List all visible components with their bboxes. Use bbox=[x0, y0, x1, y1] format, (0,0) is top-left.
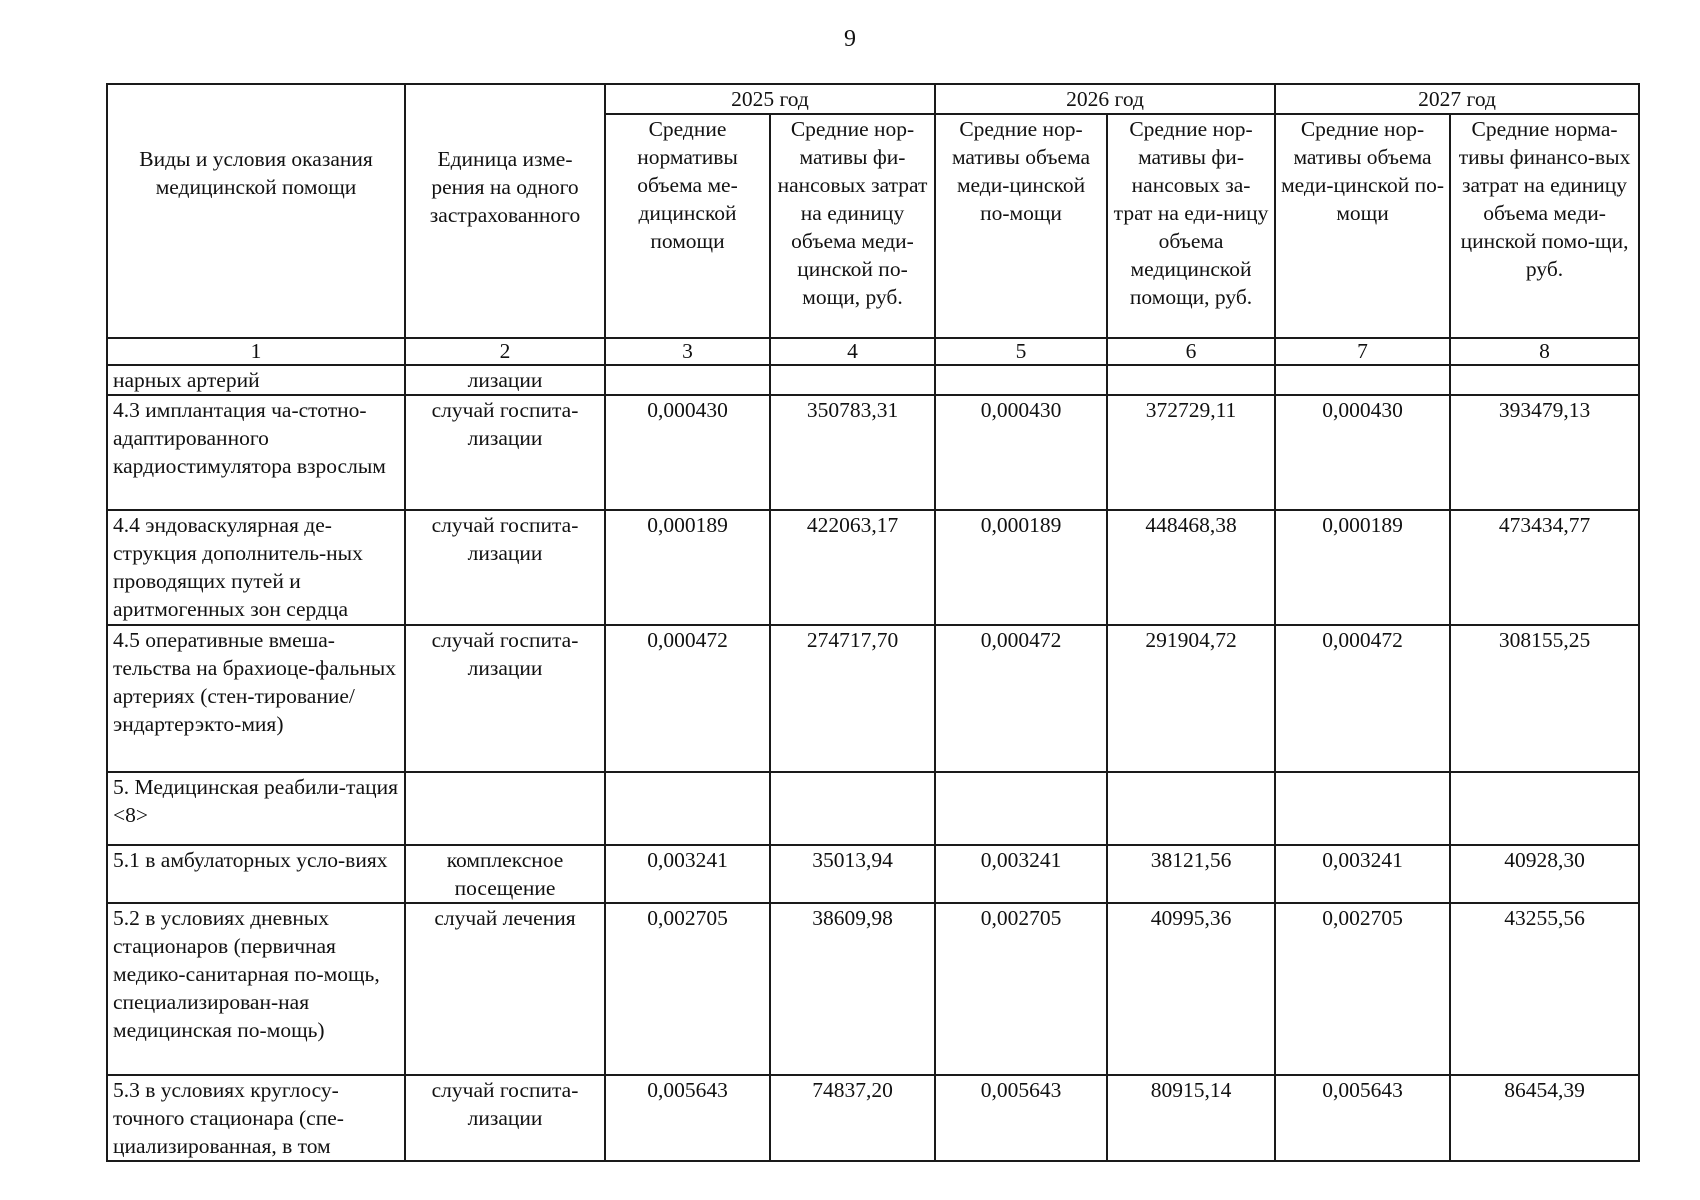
column-number: 3 bbox=[605, 338, 770, 365]
header-col-kind: Виды и условия оказания медицинской помощи bbox=[107, 84, 405, 338]
row-unit bbox=[405, 772, 605, 845]
cell-value bbox=[1107, 772, 1275, 845]
cell-value: 0,002705 bbox=[605, 903, 770, 1075]
row-name: 5.1 в амбулаторных усло-виях bbox=[107, 845, 405, 903]
norms-table bbox=[106, 83, 1640, 1162]
table-row bbox=[107, 772, 1639, 845]
cell-value: 86454,39 bbox=[1450, 1075, 1639, 1161]
row-unit: случай лечения bbox=[405, 903, 605, 1075]
row-unit: случай госпита-лизации bbox=[405, 625, 605, 772]
row-unit: комплексное посещение bbox=[405, 845, 605, 903]
header-sub-8: Средние норма-тивы финансо-вых затрат на единицу объема меди-цинской помо-щи, руб. bbox=[1450, 114, 1639, 338]
cell-value: 372729,11 bbox=[1107, 395, 1275, 510]
row-name: нарных артерий bbox=[107, 365, 405, 395]
cell-value: 473434,77 bbox=[1450, 510, 1639, 625]
cell-value: 0,000472 bbox=[605, 625, 770, 772]
header-year-2026: 2026 год bbox=[935, 84, 1275, 114]
row-unit: случай госпита-лизации bbox=[405, 1075, 605, 1161]
table-row bbox=[107, 1075, 1639, 1161]
cell-value: 0,005643 bbox=[935, 1075, 1107, 1161]
column-number: 4 bbox=[770, 338, 935, 365]
column-number: 6 bbox=[1107, 338, 1275, 365]
header-row-years bbox=[107, 84, 1639, 114]
cell-value: 0,003241 bbox=[1275, 845, 1450, 903]
row-name: 5.2 в условиях дневных стационаров (первичная медико-санитарная по-мощь, специализирован-ная медицинская по-мощь) bbox=[107, 903, 405, 1075]
cell-value bbox=[1450, 365, 1639, 395]
cell-value bbox=[605, 365, 770, 395]
cell-value: 0,000430 bbox=[605, 395, 770, 510]
row-name: 4.5 оперативные вмеша-тельства на брахиоце-фальных артериях (стен-тирование/эндартерэкто-мия) bbox=[107, 625, 405, 772]
cell-value: 0,000189 bbox=[935, 510, 1107, 625]
cell-value bbox=[935, 772, 1107, 845]
column-number: 1 bbox=[107, 338, 405, 365]
cell-value: 350783,31 bbox=[770, 395, 935, 510]
header-year-2025: 2025 год bbox=[605, 84, 935, 114]
header-sub-3: Средние нормативы объема ме-дицинской помощи bbox=[605, 114, 770, 338]
cell-value: 74837,20 bbox=[770, 1075, 935, 1161]
table-row bbox=[107, 395, 1639, 510]
cell-value bbox=[1275, 365, 1450, 395]
table-row bbox=[107, 625, 1639, 772]
cell-value: 38609,98 bbox=[770, 903, 935, 1075]
header-sub-6: Средние нор-мативы фи-нансовых за-трат на еди-ницу объема медицинской помощи, руб. bbox=[1107, 114, 1275, 338]
header-sub-4: Средние нор-мативы фи-нансовых затрат на единицу объема меди-цинской по-мощи, руб. bbox=[770, 114, 935, 338]
column-number: 7 bbox=[1275, 338, 1450, 365]
cell-value: 0,005643 bbox=[1275, 1075, 1450, 1161]
row-name: 5.3 в условиях круглосу-точного стационара (спе-циализированная, в том bbox=[107, 1075, 405, 1161]
cell-value bbox=[1107, 365, 1275, 395]
cell-value: 35013,94 bbox=[770, 845, 935, 903]
cell-value bbox=[770, 365, 935, 395]
header-col-unit: Единица изме-рения на одного застрахованного bbox=[405, 84, 605, 338]
cell-value: 0,002705 bbox=[1275, 903, 1450, 1075]
cell-value: 0,002705 bbox=[935, 903, 1107, 1075]
cell-value: 38121,56 bbox=[1107, 845, 1275, 903]
table-row bbox=[107, 903, 1639, 1075]
row-unit: случай госпита-лизации bbox=[405, 395, 605, 510]
cell-value: 308155,25 bbox=[1450, 625, 1639, 772]
cell-value: 0,000189 bbox=[605, 510, 770, 625]
cell-value: 0,000430 bbox=[935, 395, 1107, 510]
page-number: 9 bbox=[844, 26, 856, 52]
cell-value: 0,000189 bbox=[1275, 510, 1450, 625]
cell-value: 40995,36 bbox=[1107, 903, 1275, 1075]
cell-value bbox=[1275, 772, 1450, 845]
cell-value: 0,000472 bbox=[1275, 625, 1450, 772]
header-sub-7: Средние нор-мативы объема меди-цинской по-мощи bbox=[1275, 114, 1450, 338]
cell-value bbox=[935, 365, 1107, 395]
cell-value: 0,000430 bbox=[1275, 395, 1450, 510]
cell-value: 0,005643 bbox=[605, 1075, 770, 1161]
table-row bbox=[107, 510, 1639, 625]
cell-value: 0,003241 bbox=[605, 845, 770, 903]
row-unit: случай госпита-лизации bbox=[405, 510, 605, 625]
cell-value bbox=[605, 772, 770, 845]
column-numbers-row bbox=[107, 338, 1639, 365]
header-year-2027: 2027 год bbox=[1275, 84, 1639, 114]
cell-value: 0,000472 bbox=[935, 625, 1107, 772]
cell-value bbox=[1450, 772, 1639, 845]
table-row bbox=[107, 365, 1639, 395]
row-name: 4.3 имплантация ча-стотно-адаптированного кардиостимулятора взрослым bbox=[107, 395, 405, 510]
row-unit: лизации bbox=[405, 365, 605, 395]
column-number: 5 bbox=[935, 338, 1107, 365]
cell-value: 0,003241 bbox=[935, 845, 1107, 903]
cell-value: 422063,17 bbox=[770, 510, 935, 625]
cell-value: 43255,56 bbox=[1450, 903, 1639, 1075]
cell-value bbox=[770, 772, 935, 845]
table-row bbox=[107, 845, 1639, 903]
cell-value: 393479,13 bbox=[1450, 395, 1639, 510]
cell-value: 448468,38 bbox=[1107, 510, 1275, 625]
cell-value: 274717,70 bbox=[770, 625, 935, 772]
cell-value: 80915,14 bbox=[1107, 1075, 1275, 1161]
cell-value: 40928,30 bbox=[1450, 845, 1639, 903]
column-number: 2 bbox=[405, 338, 605, 365]
row-name: 5. Медицинская реабили-тация <8> bbox=[107, 772, 405, 845]
cell-value: 291904,72 bbox=[1107, 625, 1275, 772]
header-sub-5: Средние нор-мативы объема меди-цинской по-мощи bbox=[935, 114, 1107, 338]
column-number: 8 bbox=[1450, 338, 1639, 365]
row-name: 4.4 эндоваскулярная де-струкция дополнитель-ных проводящих путей и аритмогенных зон сердца bbox=[107, 510, 405, 625]
